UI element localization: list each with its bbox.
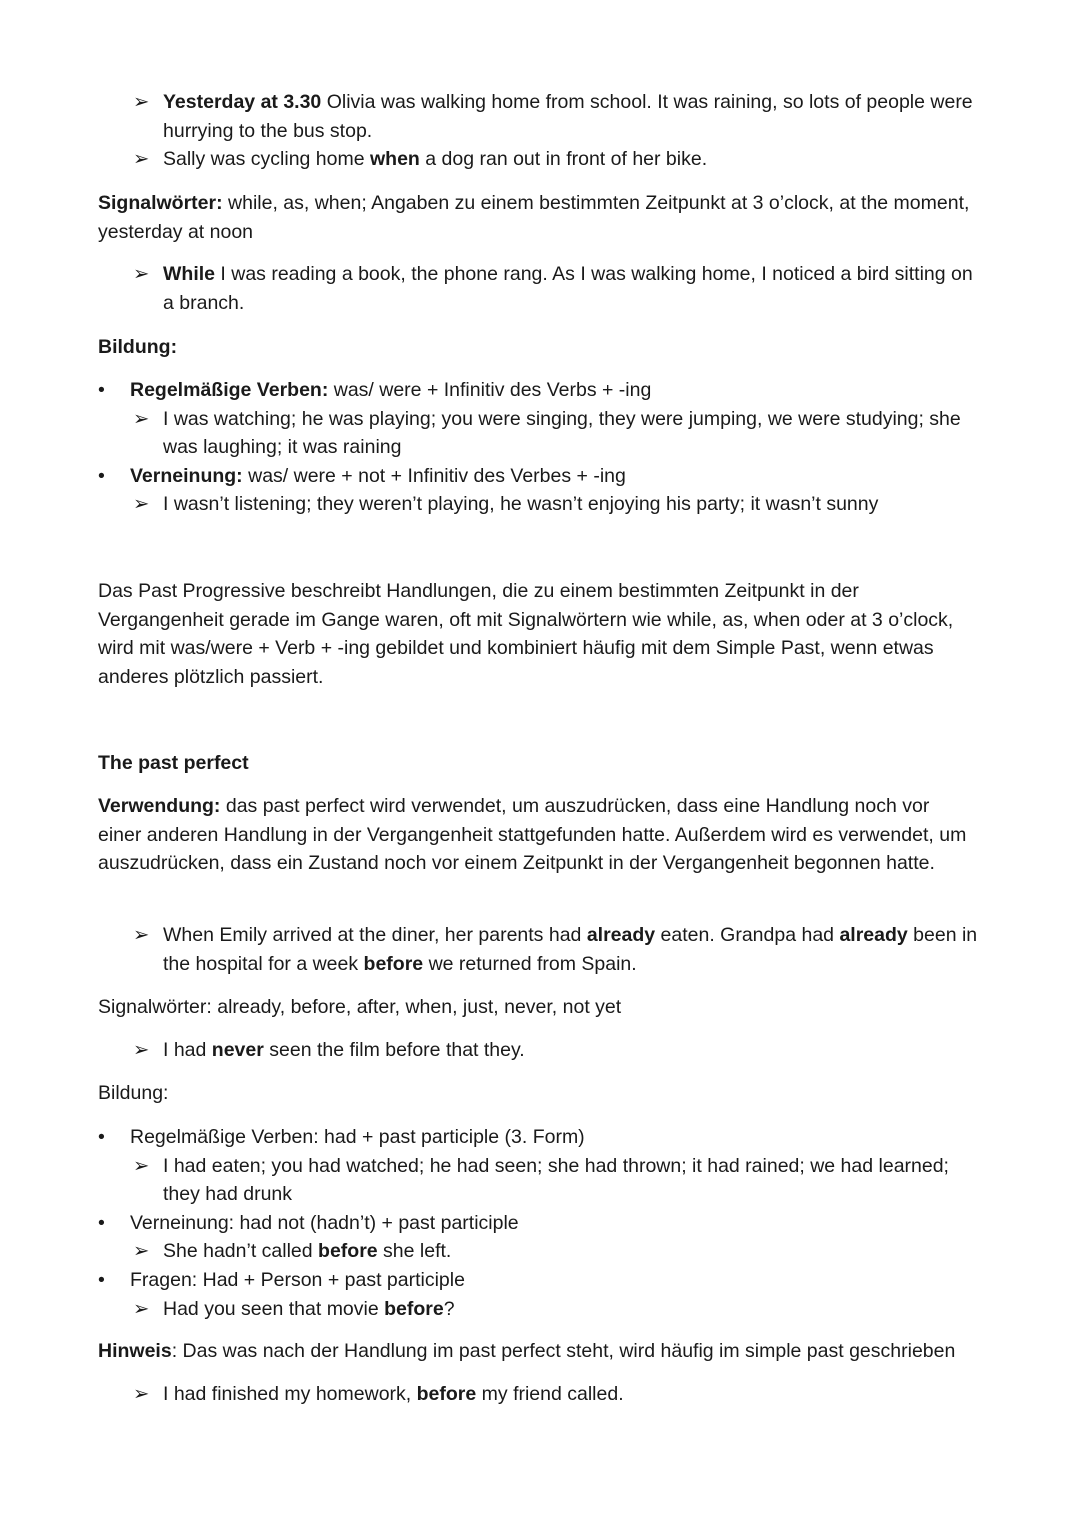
bullet-icon: • bbox=[98, 379, 105, 401]
past-perfect-signal-example: ➢ I had never seen the film before that they. bbox=[98, 1036, 978, 1065]
pf-regular-verbs: • Regelmäßige Verben: had + past participle (3. Form) bbox=[98, 1123, 978, 1152]
past-perfect-usage-example: ➢ When Emily arrived at the diner, her parents had already eaten. Grandpa had already been in the hospital for a week before we returned from Spain. bbox=[98, 921, 978, 978]
arrow-bullet-icon: ➢ bbox=[133, 924, 150, 946]
past-perfect-hint-example: ➢ I had finished my homework, before my friend called. bbox=[98, 1380, 978, 1409]
example-yesterday: ➢ Yesterday at 3.30 Olivia was walking home from school. It was raining, so lots of people were hurrying to the bus stop. bbox=[98, 88, 978, 145]
pp-bildung-list bbox=[98, 376, 978, 519]
arrow-bullet-icon: ➢ bbox=[133, 148, 150, 171]
intro-examples bbox=[98, 88, 978, 174]
pf-questions: • Fragen: Had + Person + past participle bbox=[98, 1266, 978, 1295]
arrow-bullet-icon: ➢ bbox=[133, 407, 150, 430]
pp-regular-verbs: • Regelmäßige Verben: was/ were + Infinitiv des Verbs + -ing bbox=[98, 376, 978, 405]
pp-regular-example: ➢ I was watching; he was playing; you were singing, they were jumping, we were studying; she was laughing; it was raining bbox=[98, 405, 978, 462]
arrow-bullet-icon: ➢ bbox=[133, 1383, 150, 1405]
example-sally: ➢ Sally was cycling home when a dog ran out in front of her bike. bbox=[98, 145, 978, 174]
pf-questions-example: ➢ Had you seen that movie before? bbox=[98, 1295, 978, 1324]
past-perfect-signal-words: Signalwörter: already, before, after, when, just, never, not yet bbox=[98, 996, 622, 1018]
section-heading: The past perfect bbox=[98, 752, 249, 774]
pf-regular-example: ➢ I had eaten; you had watched; he had seen; she had thrown; it had rained; we had learned; they had drunk bbox=[98, 1152, 978, 1209]
bullet-icon: • bbox=[98, 1268, 105, 1291]
arrow-bullet-icon: ➢ bbox=[133, 1039, 150, 1061]
past-perfect-usage: Verwendung: das past perfect wird verwendet, um auszudrücken, dass eine Handlung noch vor einer anderen Handlung in der Vergangenheit stattgefunden hatte. Außerdem wird es verwendet, um auszudrücken, dass ein Zustand noch vor einem Zeitpunkt in der Vergangenheit begonnen hatte. bbox=[98, 795, 967, 875]
arrow-bullet-icon: ➢ bbox=[133, 1297, 150, 1320]
arrow-bullet-icon: ➢ bbox=[133, 1154, 150, 1177]
pf-negation: • Verneinung: had not (hadn’t) + past participle bbox=[98, 1209, 978, 1238]
arrow-bullet-icon: ➢ bbox=[133, 1240, 150, 1263]
arrow-bullet-icon: ➢ bbox=[133, 91, 150, 113]
past-perfect-bildung-list bbox=[98, 1123, 978, 1323]
bullet-icon: • bbox=[98, 1211, 105, 1234]
bullet-icon: • bbox=[98, 1126, 105, 1148]
pp-bildung-heading: Bildung: bbox=[98, 336, 178, 358]
bullet-icon: • bbox=[98, 464, 105, 487]
past-perfect-bildung-heading: Bildung: bbox=[98, 1082, 169, 1104]
pf-negation-example: ➢ She hadn’t called before she left. bbox=[98, 1237, 978, 1266]
pp-summary: Das Past Progressive beschreibt Handlungen, die zu einem bestimmten Zeitpunkt in der Vergangenheit gerade im Gange waren, oft mit Signalwörtern wie while, as, when oder at 3 o’clock, wird mit was/were + Verb + -ing gebildet und kombiniert häufig mit dem Simple Past, wenn etwas anderes plötzlich passiert. bbox=[98, 580, 954, 688]
pp-negation: • Verneinung: was/ were + not + Infinitiv des Verbes + -ing bbox=[98, 462, 978, 491]
arrow-bullet-icon: ➢ bbox=[133, 263, 150, 285]
arrow-bullet-icon: ➢ bbox=[133, 493, 150, 516]
pp-negation-example: ➢ I wasn’t listening; they weren’t playing, he wasn’t enjoying his party; it wasn’t sunny bbox=[98, 490, 978, 519]
pp-signal-words: Signalwörter: while, as, when; Angaben zu einem bestimmten Zeitpunkt at 3 o’clock, at the moment, yesterday at noon bbox=[98, 192, 970, 243]
past-perfect-hint: Hinweis: Das was nach der Handlung im past perfect steht, wird häufig im simple past geschrieben bbox=[98, 1340, 956, 1362]
pp-signal-example: ➢ While I was reading a book, the phone rang. As I was walking home, I noticed a bird sitting on a branch. bbox=[98, 260, 978, 317]
